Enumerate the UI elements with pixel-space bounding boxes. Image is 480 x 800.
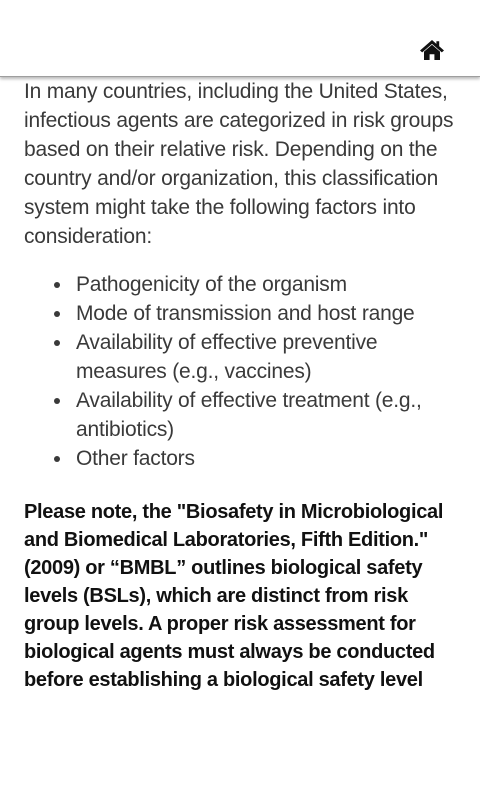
note-paragraph: Please note, the "Biosafety in Microbiological and Biomedical Laboratories, Fifth Edition." (2009) or “BMBL” outlines biological safety levels (BSLs), which are distinct from risk group levels. A proper risk assessment for biological agents must always be conducted before establishing a biological safety level bbox=[24, 501, 444, 691]
article-content bbox=[0, 76, 480, 691]
list-item: Pathogenicity of the organism bbox=[52, 270, 462, 299]
list-item: Other factors bbox=[52, 444, 462, 473]
list-item: Availability of effective treatment (e.g., antibiotics) bbox=[52, 386, 462, 444]
home-icon bbox=[419, 39, 445, 61]
home-button[interactable] bbox=[412, 33, 452, 67]
top-bar bbox=[0, 0, 480, 77]
intro-paragraph: In many countries, including the United States, infectious agents are categorized in risk groups based on their relative risk. Depending on the country and/or organization, this classification system might take the following factors into consideration: bbox=[24, 80, 454, 248]
list-item: Availability of effective preventive measures (e.g., vaccines) bbox=[52, 328, 462, 386]
list-item: Mode of transmission and host range bbox=[52, 299, 462, 328]
factor-list bbox=[52, 270, 462, 473]
